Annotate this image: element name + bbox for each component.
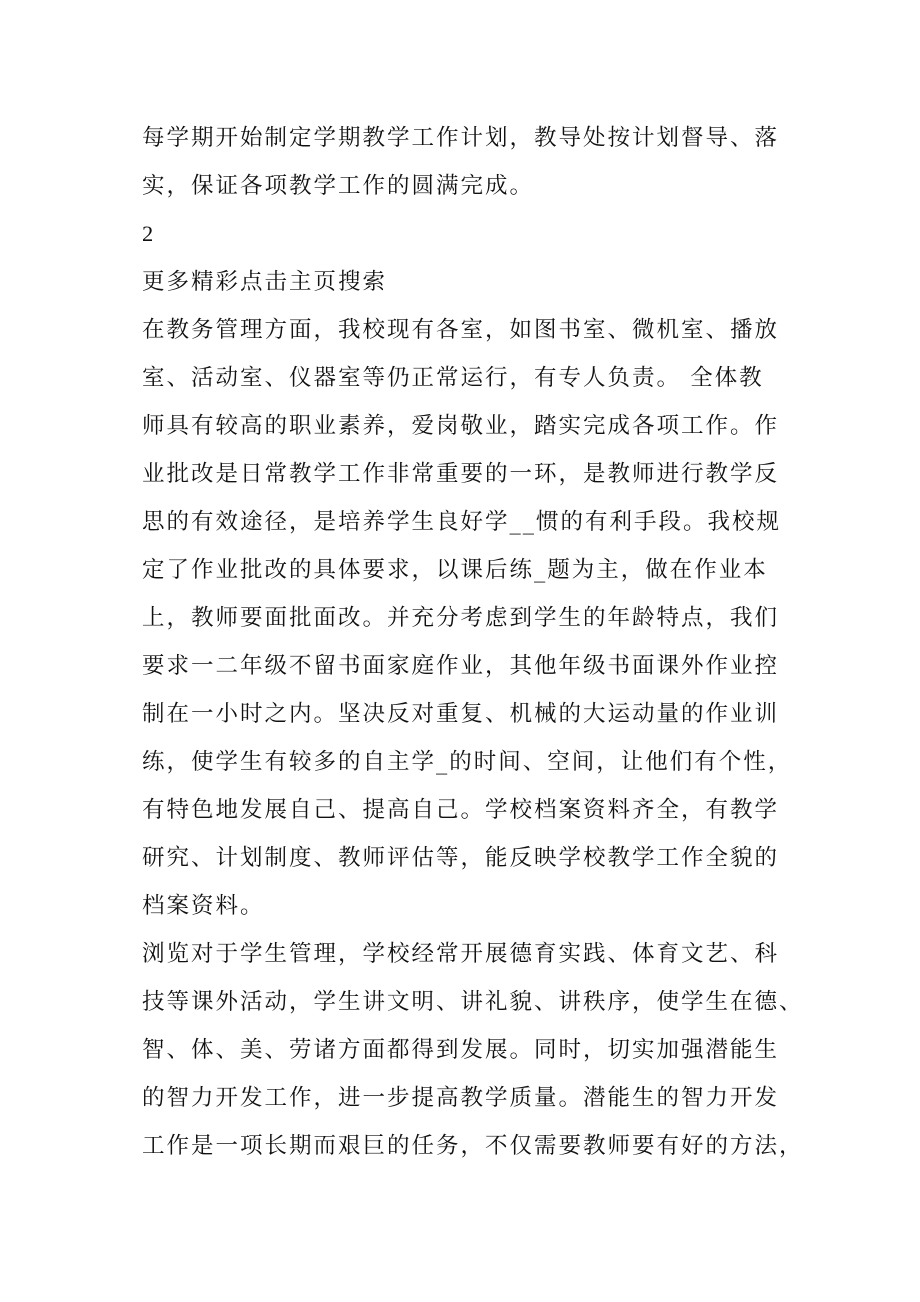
text-line: 业批改是日常教学工作非常重要的一环，是教师进行教学反 <box>142 461 780 487</box>
text-line: 上，教师要面批面改。并充分考虑到学生的年龄特点，我们 <box>142 605 780 631</box>
intro-paragraph <box>142 114 782 210</box>
page-number: 2 <box>142 221 154 246</box>
text-line: 师具有较高的职业素养，爱岗敬业，踏实完成各项工作。作 <box>142 413 780 439</box>
text-line: 实，保证各项教学工作的圆满完成。 <box>142 173 535 199</box>
text-line: 的智力开发工作，进一步提高教学质量。潜能生的智力开发 <box>142 1085 780 1111</box>
text-line: 在教务管理方面，我校现有各室，如图书室、微机室、播放 <box>142 317 780 343</box>
text-line: 练，使学生有较多的自主学_的时间、空间，让他们有个性， <box>142 749 793 775</box>
text-line: 智、体、美、劳诸方面都得到发展。同时，切实加强潜能生 <box>142 1037 780 1063</box>
text-line: 浏览对于学生管理，学校经常开展德育实践、体育文艺、科 <box>142 941 780 967</box>
promo-text: 更多精彩点击主页搜索 <box>142 269 388 295</box>
notice-line <box>142 258 782 306</box>
text-line: 档案资料。 <box>142 893 265 919</box>
text-line: 每学期开始制定学期教学工作计划，教导处按计划督导、落 <box>142 125 780 151</box>
text-line: 定了作业批改的具体要求，以课后练_题为主，做在作业本 <box>142 557 768 583</box>
text-line: 制在一小时之内。坚决反对重复、机械的大运动量的作业训 <box>142 701 780 727</box>
text-line: 技等课外活动，学生讲文明、讲礼貌、讲秩序，使学生在德、 <box>142 989 804 1015</box>
text-line: 工作是一项长期而艰巨的任务，不仅需要教师要有好的方法， <box>142 1133 804 1159</box>
text-line: 室、活动室、仪器室等仍正常运行，有专人负责。 全体教 <box>142 365 764 391</box>
text-line: 有特色地发展自己、提高自己。学校档案资料齐全，有教学 <box>142 797 780 823</box>
paragraph-student-management <box>142 930 804 1170</box>
text-line: 思的有效途径，是培养学生良好学__惯的有利手段。我校规 <box>142 509 782 535</box>
text-line: 要求一二年级不留书面家庭作业，其他年级书面课外作业控 <box>142 653 780 679</box>
text-line: 研究、计划制度、教师评估等，能反映学校教学工作全貌的 <box>142 845 780 871</box>
paragraph-teaching-management <box>142 306 793 930</box>
